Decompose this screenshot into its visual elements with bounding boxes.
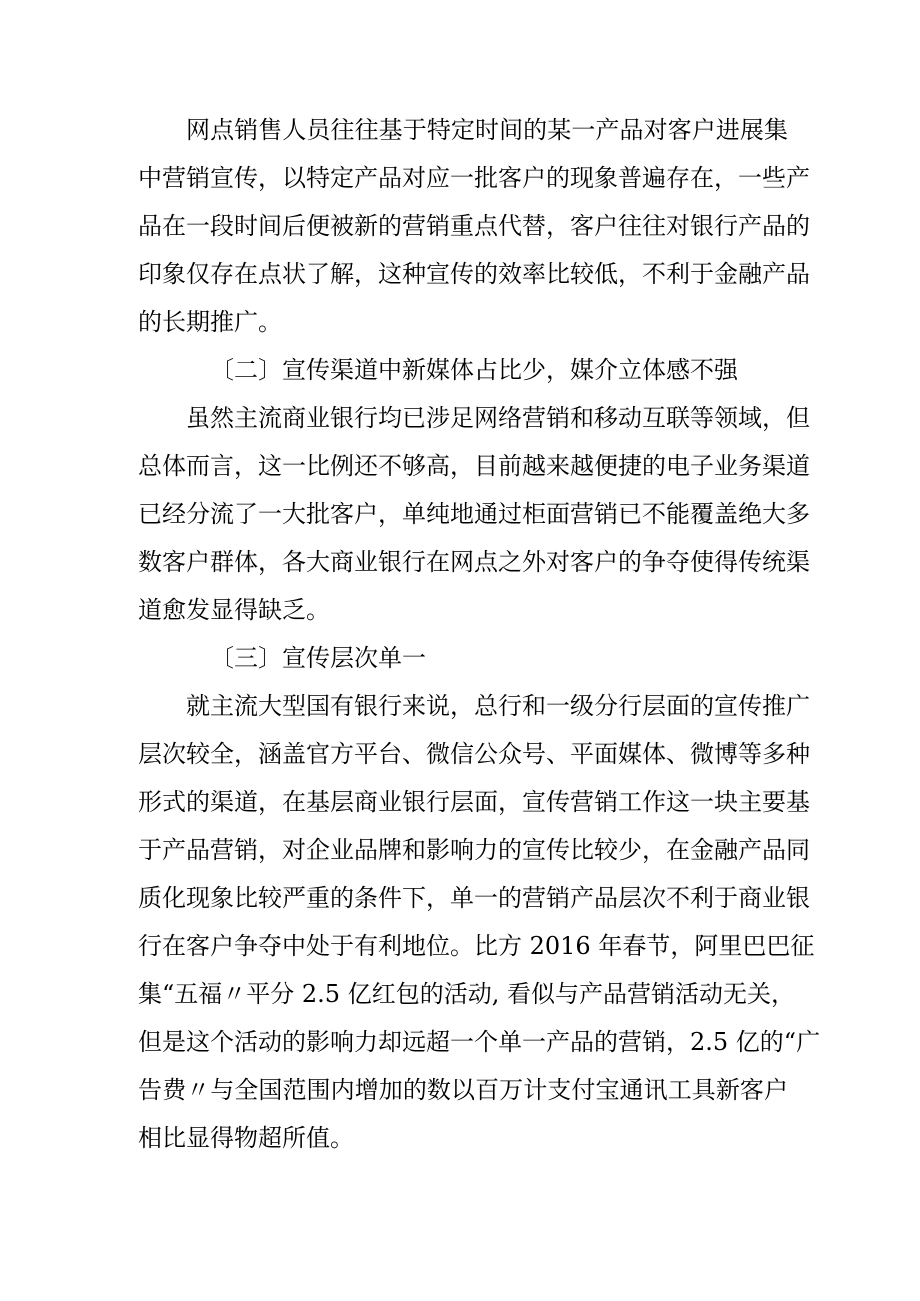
paragraph-1-line-1: 网点销售人员往往基于特定时间的某一产品对客户进展集 — [186, 116, 788, 144]
paragraph-2-line-1: 虽然主流商业银行均已涉足网络营销和移动互联等领域，但 — [186, 404, 810, 432]
paragraph-3-line-1: 就主流大型国有银行来说，总行和一级分行层面的宣传推广 — [186, 692, 810, 720]
paragraph-1-line-2: 中营销宣传，以特定产品对应一批客户的现象普遍存在，一些产 — [138, 164, 810, 192]
paragraph-3-line-9: 告费〃与全国范围内增加的数以百万计支付宝通讯工具新客户 — [138, 1076, 788, 1104]
paragraph-3-line-2: 层次较全，涵盖官方平台、微信公众号、平面媒体、微博等多种 — [138, 740, 810, 768]
paragraph-1-line-5: 的长期推广。 — [138, 308, 282, 336]
paragraph-2-line-2: 总体而言，这一比例还不够高，目前越来越便捷的电子业务渠道 — [138, 452, 810, 480]
paragraph-1-line-3: 品在一段时间后便被新的营销重点代替，客户往往对银行产品的 — [138, 212, 810, 240]
paragraph-2-line-3: 已经分流了一大批客户，单纯地通过柜面营销已不能覆盖绝大多 — [138, 500, 810, 528]
paragraph-2-line-5: 道愈发显得缺乏。 — [138, 596, 330, 624]
paragraph-3-line-3: 形式的渠道，在基层商业银行层面，宣传营销工作这一块主要基 — [138, 788, 810, 816]
paragraph-3-line-10: 相比显得物超所值。 — [138, 1124, 354, 1152]
section-heading-3: 〔三〕宣传层次单一 — [210, 644, 426, 672]
paragraph-3-line-7: 集“五福〃平分 2.5 亿红包的活动, 看似与产品营销活动无关， — [138, 980, 795, 1008]
paragraph-3-line-8: 但是这个活动的影响力却远超一个单一产品的营销，2.5 亿的“广 — [138, 1028, 821, 1056]
paragraph-2-line-4: 数客户群体，各大商业银行在网点之外对客户的争夺使得传统渠 — [138, 548, 810, 576]
paragraph-3-line-6: 行在客户争夺中处于有利地位。比方 2016 年春节，阿里巴巴征 — [138, 932, 815, 960]
section-heading-2: 〔二〕宣传渠道中新媒体占比少，媒介立体感不强 — [210, 356, 738, 384]
paragraph-3-line-4: 于产品营销，对企业品牌和影响力的宣传比较少，在金融产品同 — [138, 836, 810, 864]
paragraph-3-line-5: 质化现象比较严重的条件下，单一的营销产品层次不利于商业银 — [138, 884, 810, 912]
paragraph-1-line-4: 印象仅存在点状了解，这种宣传的效率比较低，不利于金融产品 — [138, 260, 810, 288]
